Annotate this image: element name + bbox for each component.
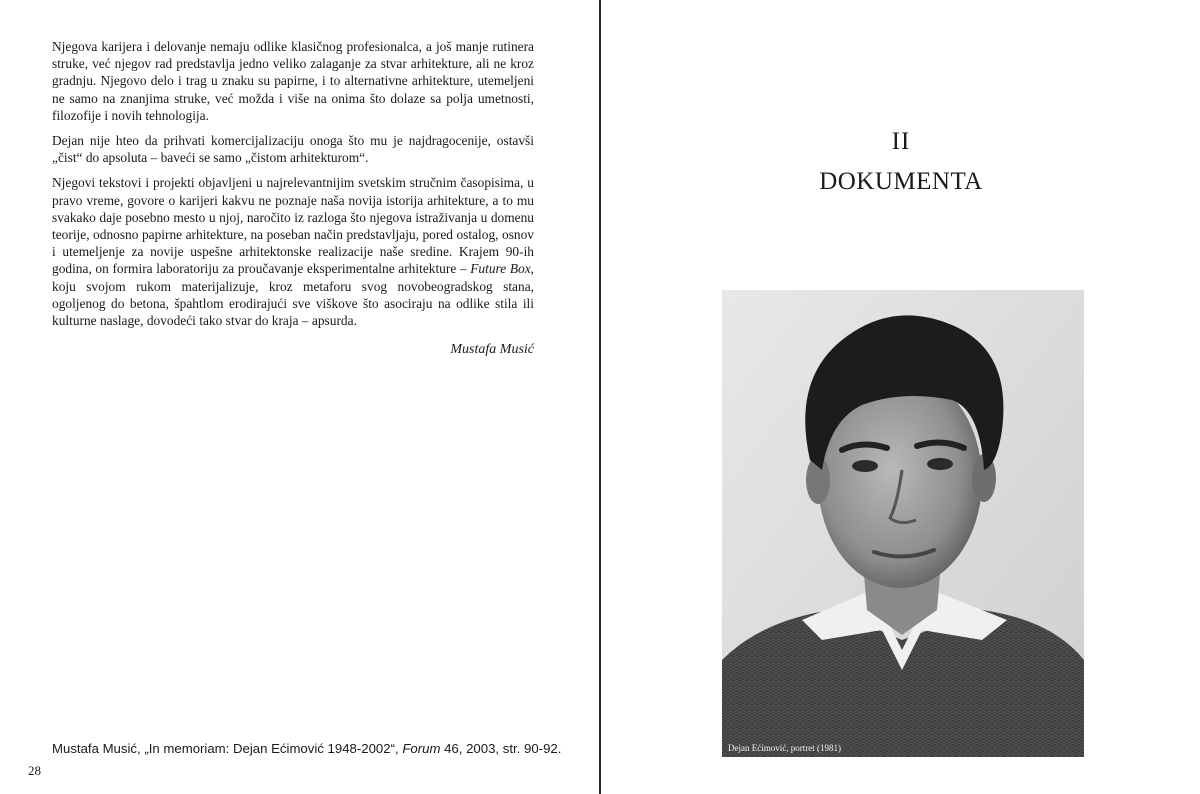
photo-caption: Dejan Ećimović, portret (1981) (728, 743, 841, 753)
paragraph-1: Njegova karijera i delovanje nemaju odlike klasičnog profesionalca, a još manje rutinera struke, već njegov rad predstavlja jedno veliko zalaganje za stvar arhitekture, ali ne kroz gradnju. Njegovo delo i trag u znaku su papirne, i to alternativne arhitekture, utemeljeni ne samo na znanjima struke, već možda i više na onima što dolaze sa polja umetnosti, filozofije i novih tehnologija. (52, 39, 534, 123)
photo-eye-left (852, 460, 878, 472)
paragraph-2: Dejan nije hteo da prihvati komercijalizaciju onoga što mu je najdragocenije, ostavši „čist“ do apsoluta – baveći se samo „čistom arhitekturom“. (52, 133, 534, 166)
paragraph-3-part-2: , koju svojom rukom materijalizuje, kroz metaforu svog novobeogradskog stana, ogoljenog do betona, špahtlom erodirajući sve viškove što asociraju na odlike stila ili kulturne naslage, dovodeći tako stvar do kraja – apsurda. (52, 261, 534, 329)
portrait-photo (722, 290, 1084, 757)
portrait-image (722, 290, 1084, 757)
right-page (602, 0, 1200, 794)
chapter-title: DOKUMENTA (819, 168, 983, 195)
chapter-number: II (891, 128, 911, 155)
book-spine-divider (599, 0, 601, 794)
paragraph-3-part-1: Njegovi tekstovi i projekti objavljeni u najrelevantnijim svetskim stručnim časopisima, u pravo vreme, govore o karijeri kakvu ne poznaje naša novija istorija arhitekture, a to mu svakako daje posebno mesto u njoj, naročito iz razloga što njegova istraživanja u domenu teorije, odnosno papirne arhitekture, na poseban način predstavljaju, pored ostalog, osnov i utemeljenje za novije uspešne arhitektonske realizacije naše sredine. Krajem 90-ih godina, on formira laboratoriju za proučavanje eksperimentalne arhitekture – (52, 175, 534, 277)
footnote-part-1: Mustafa Musić, „In memoriam: Dejan Ećimović 1948-2002“, (52, 741, 403, 756)
page-number: 28 (28, 763, 41, 778)
paragraph-3 (52, 174, 534, 329)
photo-eye-right (927, 458, 953, 470)
footnote-part-2: 46, 2003, str. 90-92. (440, 741, 562, 756)
future-box-italic: Future Box (470, 261, 531, 277)
footnote-journal: Forum (402, 741, 441, 756)
footnote (52, 741, 562, 756)
body-text (52, 38, 534, 358)
author-signature: Mustafa Musić (450, 342, 534, 358)
